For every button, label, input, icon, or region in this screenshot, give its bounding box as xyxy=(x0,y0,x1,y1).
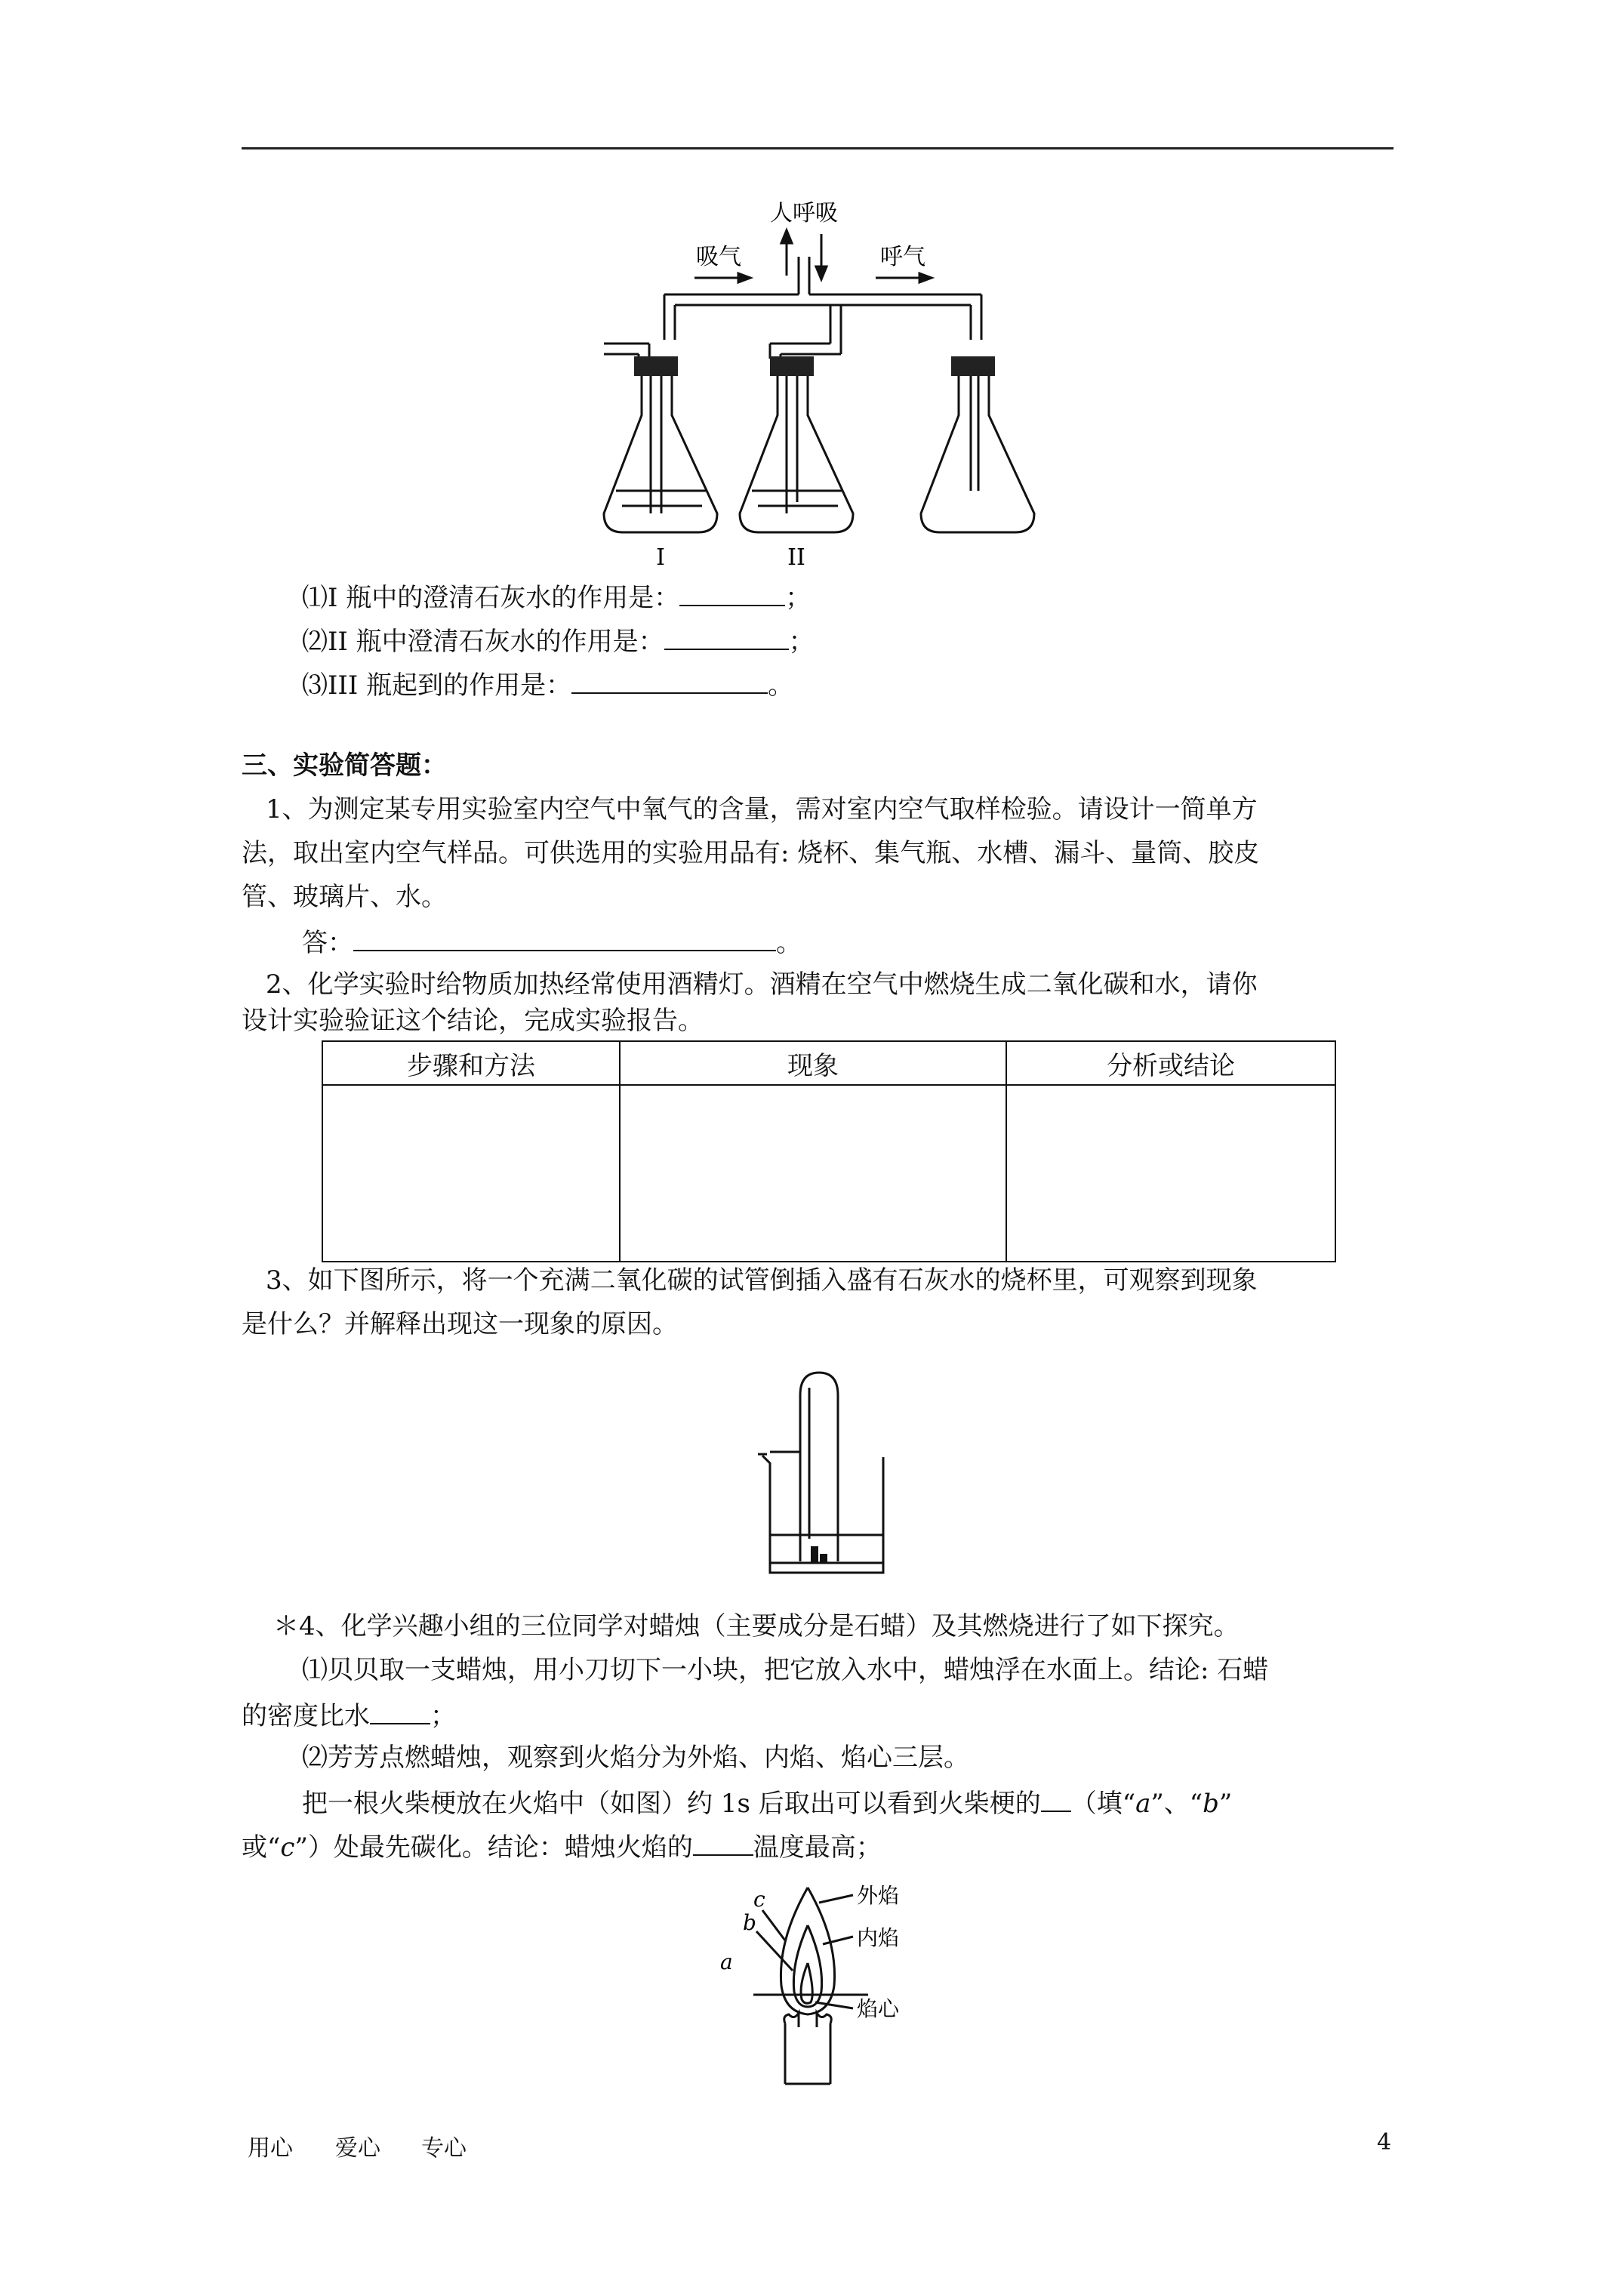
p4-line2: ⑴贝贝取一支蜡烛，用小刀切下一小块，把它放入水中，蜡烛浮在水面上。结论: 石蜡 xyxy=(302,1655,1269,1685)
table-header-conclusion: 分析或结论 xyxy=(1006,1041,1335,1085)
fig1-inhale: 吸气 xyxy=(696,244,741,270)
footer-word-2: 爱心 xyxy=(335,2135,380,2162)
q1-b: ⑵II 瓶中澄清石灰水的作用是： ； xyxy=(302,621,815,660)
breathing-apparatus-figure xyxy=(589,189,1057,574)
table-header-steps: 步骤和方法 xyxy=(322,1041,620,1085)
fig1-exhale: 呼气 xyxy=(880,244,925,270)
p1-line3: 管、玻璃片、水。 xyxy=(242,882,447,912)
fig3-outer-flame: 外焰 xyxy=(857,1883,900,1908)
p3-line1: 3、如下图所示，将一个充满二氧化碳的试管倒插入盛有石灰水的烧杯里，可观察到现象 xyxy=(266,1265,1258,1296)
page-number: 4 xyxy=(1377,2129,1392,2156)
fig3-label-b: b xyxy=(743,1910,756,1935)
p1-line1: 1、为测定某专用实验室内空气中氧气的含量，需对室内空气取样检验。请设计一简单方 xyxy=(266,794,1258,824)
table-header-phenomenon: 现象 xyxy=(620,1041,1006,1085)
header-rule xyxy=(242,147,1394,149)
experiment-report-table xyxy=(322,1040,1336,1262)
table-cell-conclusion[interactable] xyxy=(1006,1085,1335,1262)
candle-flame-figure xyxy=(710,1872,936,2091)
fig1-label-ii: II xyxy=(787,544,805,571)
fig1-title: 人呼吸 xyxy=(770,200,838,227)
fig1-label-i: I xyxy=(656,544,665,571)
p2-line2: 设计实验验证这个结论，完成实验报告。 xyxy=(242,1006,704,1036)
p4-line6: 或“c”）处最先碳化。结论：蜡烛火焰的 温度最高； xyxy=(242,1827,882,1866)
p4-line5: 把一根火柴梗放在火焰中（如图）约 1s 后取出可以看到火柴梗的 （填“a”、“b” xyxy=(302,1783,1232,1822)
p4-line1: ＊4、化学兴趣小组的三位同学对蜡烛（主要成分是石蜡）及其燃烧进行了如下探究。 xyxy=(273,1611,1240,1641)
q1-c: ⑶III 瓶起到的作用是： 。 xyxy=(302,665,793,704)
fig3-label-c: c xyxy=(753,1887,765,1912)
p3-line2: 是什么？并解释出现这一现象的原因。 xyxy=(242,1309,678,1339)
footer-word-1: 用心 xyxy=(248,2135,293,2162)
p1-answer: 答： 。 xyxy=(302,923,802,961)
fig3-label-a: a xyxy=(720,1949,733,1974)
p4-line3: 的密度比水 ； xyxy=(242,1696,456,1734)
q1-a: ⑴I 瓶中的澄清石灰水的作用是： ； xyxy=(302,578,811,616)
footer-word-3: 专心 xyxy=(421,2135,467,2162)
section3-heading: 三、实验简答题： xyxy=(242,750,447,781)
table-cell-steps[interactable] xyxy=(322,1085,620,1262)
fig3-flame-core: 焰心 xyxy=(857,1996,900,2021)
test-tube-beaker-figure xyxy=(747,1365,898,1584)
p2-line1: 2、化学实验时给物质加热经常使用酒精灯。酒精在空气中燃烧生成二氧化碳和水，请你 xyxy=(266,969,1258,1000)
p1-line2: 法，取出室内空气样品。可供选用的实验用品有: 烧杯、集气瓶、水槽、漏斗、量筒、胶皮 xyxy=(242,838,1260,868)
p4-line4: ⑵芳芳点燃蜡烛，观察到火焰分为外焰、内焰、焰心三层。 xyxy=(302,1743,969,1773)
table-cell-phenomenon[interactable] xyxy=(620,1085,1006,1262)
fig3-inner-flame: 内焰 xyxy=(857,1925,900,1950)
